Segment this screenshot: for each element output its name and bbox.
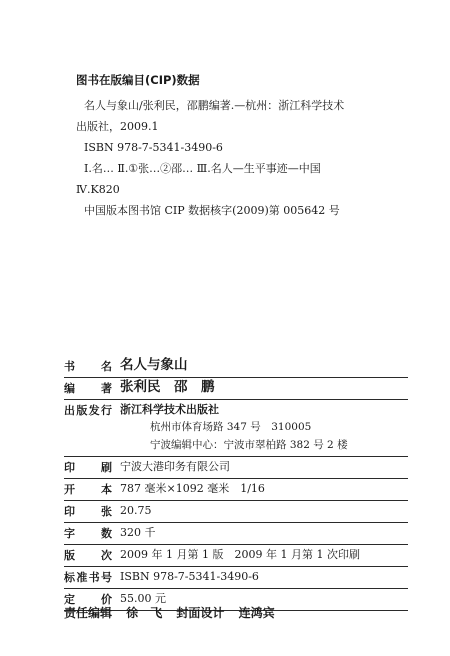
editor-name: 徐 飞 (126, 606, 163, 620)
colophon-row-title (64, 354, 408, 378)
cip-line: 中国版本图书馆 CIP 数据核字(2009)第 005642 号 (84, 204, 340, 217)
row-value: 2009 年 1 月第 1 版 2009 年 1 月第 1 次印刷 (120, 548, 360, 561)
editor-label: 责任编辑 (64, 606, 113, 620)
publisher-name: 浙江科学技术出版社 (120, 403, 219, 416)
row-label: 标准书号 (64, 571, 112, 584)
cip-line: Ⅰ.名… Ⅱ.①张…②邵… Ⅲ.名人—生平事迹—中国 (84, 162, 321, 175)
cip-line: 出版社，2009.1 (76, 120, 159, 133)
cip-line: ISBN 978-7-5341-3490-6 (84, 141, 223, 154)
row-value: 宁波大港印务有限公司 (120, 460, 230, 473)
colophon-row-sheets (64, 501, 408, 523)
row-value: ISBN 978-7-5341-3490-6 (120, 570, 259, 583)
authors: 张利民 邵 鹏 (120, 379, 215, 395)
book-title: 名人与象山 (120, 357, 188, 373)
row-value: 787 毫米×1092 毫米 1/16 (120, 482, 265, 495)
row-value: 320 千 (120, 526, 156, 539)
colophon-row-printer (64, 457, 408, 479)
designer-name: 连鸿宾 (238, 606, 275, 620)
colophon-row-author (64, 378, 408, 400)
row-label: 版 次 (64, 549, 112, 562)
cip-line: Ⅳ.K820 (76, 183, 120, 196)
row-label: 定 价 (64, 593, 112, 606)
row-label: 开 本 (64, 483, 112, 496)
row-label: 编 著 (64, 382, 112, 395)
row-value: 20.75 (120, 504, 152, 517)
colophon-row-format (64, 479, 408, 501)
cip-title: 图书在版编目(CIP)数据 (76, 73, 200, 87)
publisher-branch: 宁波编辑中心：宁波市翠柏路 382 号 2 楼 (150, 439, 348, 451)
colophon-row-isbn (64, 567, 408, 589)
designer-label: 封面设计 (176, 606, 225, 620)
colophon-table (64, 354, 408, 611)
row-label: 书 名 (64, 360, 112, 373)
row-label: 印 刷 (64, 461, 112, 474)
editors-line (64, 604, 285, 621)
row-label: 印 张 (64, 505, 112, 518)
colophon-row-words (64, 523, 408, 545)
colophon-row-publisher (64, 400, 408, 457)
row-label: 出版发行 (64, 404, 112, 417)
cip-block (76, 70, 376, 221)
row-value: 55.00 元 (120, 592, 166, 605)
cip-line: 名人与象山/张利民，邵鹏编著.—杭州：浙江科学技术 (84, 99, 345, 112)
row-label: 字 数 (64, 527, 112, 540)
colophon-row-edition (64, 545, 408, 567)
publisher-address: 杭州市体育场路 347 号 310005 (150, 421, 312, 433)
